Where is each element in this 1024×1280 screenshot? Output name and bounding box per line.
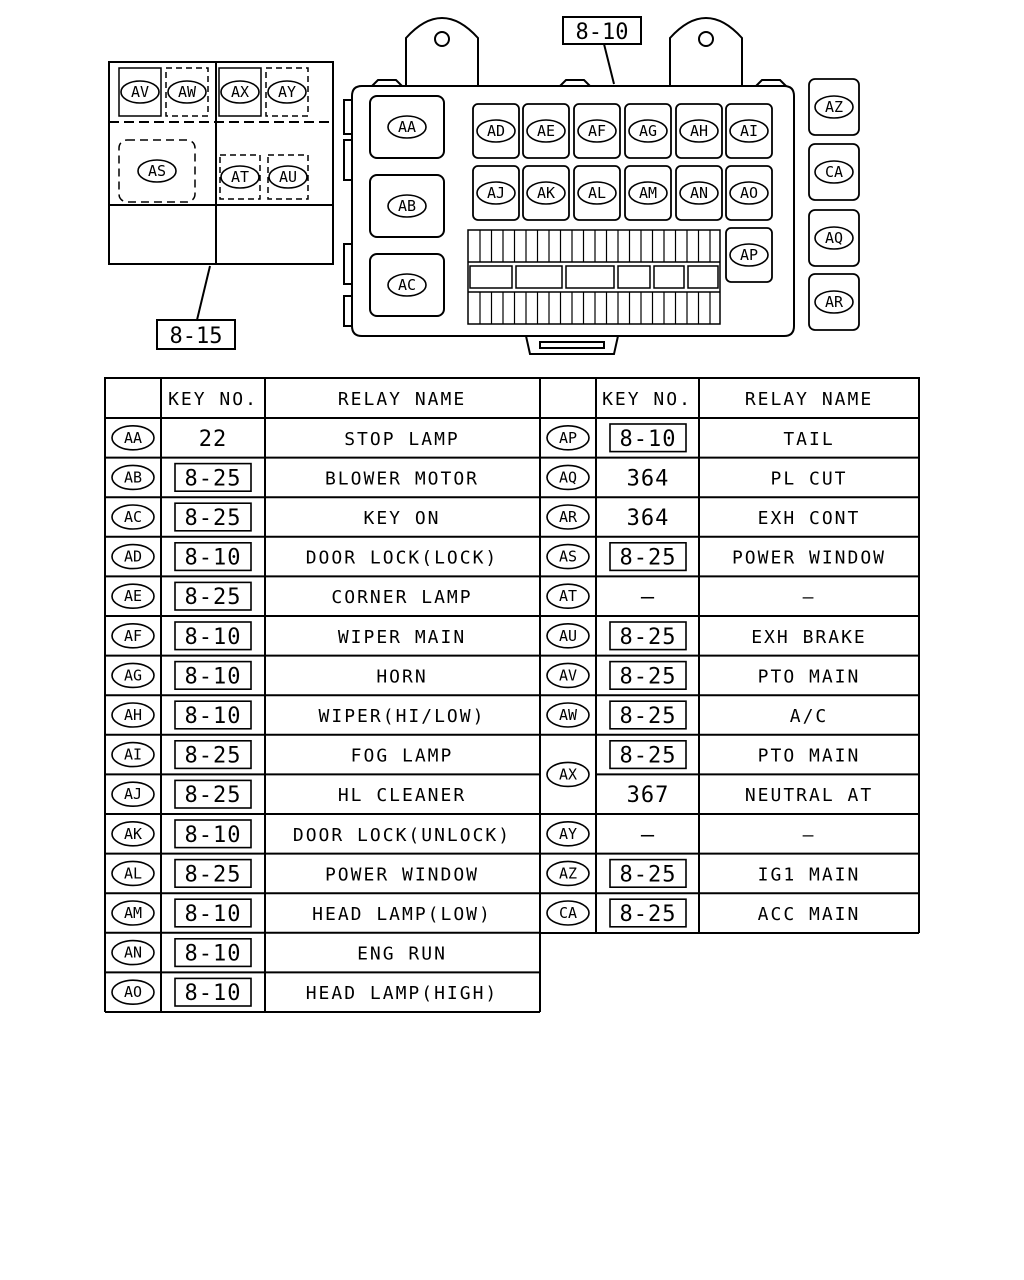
- relay-name: POWER WINDOW: [731, 547, 887, 569]
- relay-id-text: AP: [558, 428, 578, 447]
- relay-az-text: AZ: [824, 98, 844, 116]
- relay-aa: [388, 116, 426, 138]
- relay-id: [547, 426, 589, 450]
- relay-name: IG1 MAIN: [757, 864, 861, 886]
- table-headers: [168, 389, 873, 410]
- relay-id-text: AE: [123, 587, 143, 606]
- relay-id-text: AA: [123, 428, 143, 447]
- relay-ao-text: AO: [739, 184, 759, 202]
- table-row: [547, 662, 860, 690]
- relay-al: [578, 182, 616, 204]
- relay-as: [138, 160, 176, 182]
- relay-slots: [119, 68, 859, 330]
- relay-ca: [815, 161, 853, 183]
- key-no: 8-10: [619, 426, 677, 452]
- relay-id-text: AM: [123, 904, 143, 922]
- relay-an-text: AN: [689, 184, 709, 202]
- relay-id-text: AB: [123, 468, 143, 487]
- relay-name: A/C: [789, 706, 829, 727]
- relay-ah: [680, 120, 718, 142]
- table-row: [547, 543, 886, 571]
- relay-af-text: AF: [587, 122, 607, 140]
- table-row: [547, 584, 815, 610]
- relay-name: NEUTRAL AT: [744, 785, 874, 807]
- relay-id-text: AV: [558, 666, 578, 685]
- relay-ah-text: AH: [689, 122, 709, 140]
- relay-ai: [730, 120, 768, 142]
- table-row: [627, 783, 874, 808]
- relay-ax: [221, 81, 259, 103]
- relay-name: ENG RUN: [357, 943, 447, 965]
- relay-id-text: AW: [558, 706, 578, 724]
- relay-name: EXH BRAKE: [751, 626, 867, 648]
- relay-ay: [268, 81, 306, 103]
- relay-ay-text: AY: [277, 83, 297, 101]
- relay-ac: [388, 274, 426, 296]
- relay-name: POWER WINDOW: [324, 864, 480, 886]
- relay-id: [547, 584, 589, 608]
- relay-id: [547, 703, 589, 727]
- relay-name: PTO MAIN: [757, 745, 861, 767]
- relay-name: HEAD LAMP(LOW): [312, 904, 492, 925]
- relay-ap: [730, 244, 768, 266]
- relay-aj: [477, 182, 515, 204]
- relay-id: [112, 426, 154, 450]
- relay-an: [680, 182, 718, 204]
- key-no: 8-25: [619, 902, 677, 927]
- relay-id-text: CA: [558, 904, 578, 922]
- relay-id-text: AX: [558, 765, 578, 784]
- key-no: 8-10: [184, 902, 242, 927]
- fuse-block: [468, 230, 720, 324]
- relay-ae: [527, 120, 565, 142]
- relay-id: [547, 663, 589, 687]
- key-no: 8-25: [184, 506, 242, 531]
- relay-id: [547, 465, 589, 489]
- relay-name: PTO MAIN: [757, 666, 861, 688]
- relay-name: STOP LAMP: [344, 428, 460, 450]
- relay-id: [112, 465, 154, 489]
- relay-name: HEAD LAMP(HIGH): [305, 983, 499, 1005]
- relay-id-text: AC: [123, 508, 143, 526]
- table-row: [547, 505, 860, 531]
- relay-ae-text: AE: [536, 122, 556, 140]
- relay-ai-text: AI: [739, 122, 759, 140]
- relay-name: —: [802, 824, 816, 846]
- relay-id-text: AD: [123, 547, 143, 566]
- key-no: 8-10: [184, 941, 242, 967]
- relay-name: TAIL: [783, 428, 835, 450]
- header-relay-name-right: RELAY NAME: [744, 389, 874, 410]
- relay-ak-text: AK: [536, 184, 556, 202]
- key-no: 8-25: [184, 585, 242, 611]
- relay-id: [112, 822, 154, 846]
- table-row: [112, 978, 498, 1006]
- header-relay-name-left: RELAY NAME: [337, 389, 467, 410]
- key-no: 8-10: [184, 545, 242, 571]
- key-no: 8-25: [184, 743, 242, 769]
- relay-id: [547, 545, 589, 569]
- relay-id-text: AK: [123, 824, 143, 843]
- relay-ag-text: AG: [638, 122, 658, 140]
- relay-ab-text: AB: [397, 197, 417, 215]
- relay-am: [629, 182, 667, 204]
- table-row: [112, 426, 460, 452]
- relay-aw-text: AW: [177, 83, 197, 101]
- relay-id: [547, 624, 589, 648]
- relay-id: [112, 663, 154, 687]
- key-no: 8-25: [619, 862, 677, 888]
- relay-id: [112, 584, 154, 608]
- header-key-no-right: KEY NO.: [602, 389, 692, 410]
- table-row: [112, 939, 447, 967]
- key-no: 8-25: [184, 466, 242, 492]
- relay-name: PL CUT: [770, 468, 848, 490]
- relay-am-text: AM: [638, 184, 658, 202]
- relay-id: [112, 743, 154, 767]
- relay-id-text: AU: [558, 626, 578, 645]
- main-box-ref: 8-10: [575, 20, 629, 45]
- relay-id-text: AN: [123, 943, 143, 962]
- relay-au: [269, 166, 307, 188]
- relay-id: [112, 505, 154, 529]
- relay-id-text: AF: [123, 626, 143, 645]
- relay-aw: [168, 81, 206, 103]
- key-no: 8-25: [184, 783, 242, 809]
- relay-az: [815, 96, 853, 118]
- relay-name: DOOR LOCK(UNLOCK): [292, 824, 512, 846]
- key-no: 8-25: [619, 704, 677, 729]
- relay-au-text: AU: [278, 168, 298, 186]
- relay-name: HL CLEANER: [337, 785, 467, 807]
- table-left-rows: [112, 426, 511, 1006]
- key-no: 22: [198, 426, 228, 452]
- table-row: [547, 899, 860, 927]
- relay-id: [112, 703, 154, 727]
- relay-id: [112, 901, 154, 925]
- relay-ab: [388, 195, 426, 217]
- key-no: 8-25: [619, 545, 677, 571]
- relay-id: [547, 762, 589, 786]
- relay-id: [547, 861, 589, 885]
- relay-ca-text: CA: [824, 163, 844, 181]
- relay-id-text: AH: [123, 706, 143, 724]
- side-box-ref: 8-15: [169, 324, 223, 349]
- main-fuse-box-outline: [352, 86, 794, 336]
- table-row: [547, 741, 860, 787]
- relay-ap-text: AP: [739, 246, 759, 264]
- relay-at-text: AT: [230, 168, 250, 186]
- relay-al-text: AL: [587, 184, 607, 202]
- relay-name: DOOR LOCK(LOCK): [305, 547, 499, 569]
- relay-id-text: AI: [123, 745, 143, 764]
- relay-id-text: AQ: [558, 468, 578, 487]
- table-row: [547, 701, 828, 729]
- table-row: [112, 820, 511, 848]
- relay-ad-text: AD: [486, 122, 506, 140]
- relay-name: —: [802, 587, 816, 609]
- table-row: [547, 822, 815, 848]
- relay-id-text: AS: [558, 547, 578, 566]
- main-box-leader-line: [604, 44, 614, 84]
- relay-aq: [815, 227, 853, 249]
- relay-id-text: AY: [558, 824, 578, 843]
- main-box-callout: [563, 17, 641, 45]
- table-row: [112, 701, 485, 729]
- relay-ac-text: AC: [397, 276, 417, 294]
- relay-id-text: AJ: [123, 785, 143, 804]
- relay-id: [547, 822, 589, 846]
- relay-aq-text: AQ: [824, 229, 844, 247]
- table-row: [547, 860, 860, 888]
- relay-af: [578, 120, 616, 142]
- key-no: 8-25: [619, 743, 677, 769]
- relay-id: [112, 624, 154, 648]
- relay-as-text: AS: [147, 162, 167, 180]
- relay-name: EXH CONT: [757, 508, 861, 529]
- key-no: 8-10: [184, 981, 242, 1007]
- relay-ao: [730, 182, 768, 204]
- table-row: [112, 899, 492, 927]
- key-no: —: [640, 822, 656, 848]
- key-no: 8-25: [184, 862, 242, 888]
- relay-id: [547, 901, 589, 925]
- relay-av: [121, 81, 159, 103]
- relay-ar-text: AR: [824, 293, 844, 311]
- relay-id: [112, 941, 154, 965]
- key-no: 364: [626, 466, 670, 492]
- relay-name: WIPER(HI/LOW): [318, 706, 486, 727]
- relay-ar: [815, 291, 853, 313]
- relay-ad: [477, 120, 515, 142]
- relay-name: KEY ON: [363, 508, 441, 529]
- relay-id: [112, 861, 154, 885]
- key-no: 8-10: [184, 624, 242, 650]
- key-no: 8-10: [184, 822, 242, 848]
- key-no: 367: [626, 783, 670, 809]
- relay-aa-text: AA: [397, 118, 417, 136]
- relay-name: CORNER LAMP: [331, 587, 473, 609]
- relay-name: FOG LAMP: [350, 745, 454, 767]
- relay-at: [221, 166, 259, 188]
- table-row: [112, 860, 479, 888]
- table-row: [112, 622, 466, 650]
- table-row: [112, 662, 428, 690]
- header-key-no-left: KEY NO.: [168, 389, 258, 410]
- relay-name: HORN: [376, 666, 428, 688]
- relay-name: ACC MAIN: [757, 904, 861, 925]
- relay-name: BLOWER MOTOR: [324, 468, 480, 490]
- relay-id: [547, 505, 589, 529]
- side-box-callout: [157, 320, 235, 349]
- key-no: —: [640, 585, 656, 611]
- key-no: 8-25: [619, 624, 677, 650]
- relay-aj-text: AJ: [486, 184, 506, 202]
- relay-id-text: AL: [123, 864, 143, 883]
- table-row: [112, 543, 498, 571]
- table-row: [112, 780, 466, 808]
- key-no: 8-10: [184, 664, 242, 690]
- relay-ag: [629, 120, 667, 142]
- relay-id-text: AT: [558, 587, 578, 606]
- relay-name: WIPER MAIN: [337, 626, 467, 648]
- relay-id-text: AZ: [558, 864, 578, 883]
- relay-id: [112, 980, 154, 1004]
- relay-av-text: AV: [130, 83, 150, 101]
- table-row: [547, 622, 867, 650]
- key-no: 364: [626, 506, 670, 531]
- table-right-rows: [547, 424, 886, 927]
- relay-ax-text: AX: [230, 83, 250, 101]
- relay-ak: [527, 182, 565, 204]
- relay-id: [112, 545, 154, 569]
- relay-id: [112, 782, 154, 806]
- side-box-leader-line: [197, 266, 210, 320]
- table-row: [547, 424, 835, 452]
- relay-id-text: AG: [123, 666, 143, 685]
- relay-id-text: AR: [558, 508, 578, 526]
- table-row: [112, 741, 453, 769]
- key-no: 8-25: [619, 664, 677, 690]
- table-row: [112, 582, 473, 610]
- key-no: 8-10: [184, 704, 242, 729]
- table-row: [547, 465, 848, 491]
- relay-id-text: AO: [123, 983, 143, 1002]
- table-row: [112, 464, 479, 492]
